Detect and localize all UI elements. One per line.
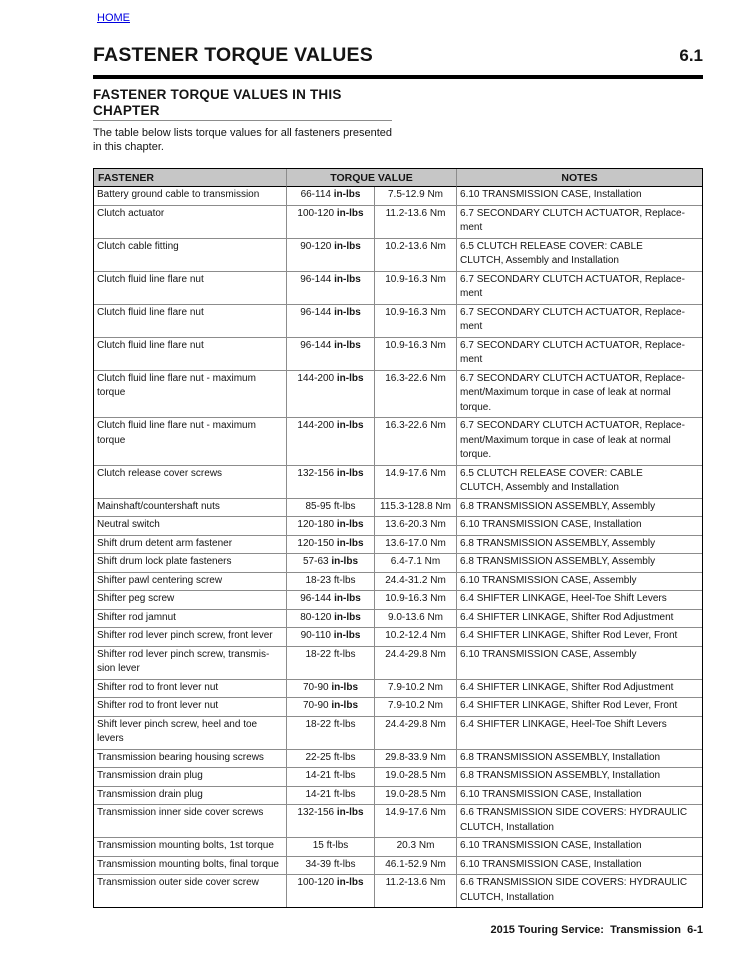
torque-unit: in-lbs — [336, 467, 364, 479]
table-row — [94, 857, 702, 876]
metric-value-cell: 10.2-12.4 Nm — [375, 628, 457, 647]
fastener-cell: Transmission mounting bolts, 1st torque — [94, 838, 287, 857]
table-row — [94, 768, 702, 787]
notes-cell: 6.6 TRANSMISSION SIDE COVERS: HYDRAULIC CLUTCH, Installation — [460, 877, 688, 903]
metric-value-cell: 115.3-128.8 Nm — [375, 499, 457, 518]
table-row — [94, 717, 702, 750]
torque-value-cell: 66-114 in-lbs — [287, 187, 375, 206]
intro-paragraph: The table below lists torque values for all fasteners presented in this chapter. — [93, 127, 392, 153]
page-title: FASTENER TORQUE VALUES — [93, 44, 373, 66]
notes-cell: 6.4 SHIFTER LINKAGE, Shifter Rod Adjustment — [457, 610, 702, 629]
torque-unit: in-lbs — [334, 611, 361, 623]
notes-cell: 6.10 TRANSMISSION CASE, Assembly — [457, 573, 702, 592]
table-row — [94, 591, 702, 610]
torque-unit: in-lbs — [331, 700, 359, 711]
table-row — [94, 239, 702, 272]
fastener-cell: Transmission mounting bolts, final torque — [94, 857, 287, 876]
notes-cell: 6.4 SHIFTER LINKAGE, Heel-Toe Shift Levers — [457, 717, 702, 750]
metric-value-cell: 16.3-22.6 Nm — [375, 418, 457, 466]
torque-unit: ft-lbs — [326, 840, 349, 851]
torque-value-cell: 100-120 in-lbs — [287, 206, 375, 239]
table-row — [94, 750, 702, 769]
page-footer: 2015 Touring Service: Transmission 6-1 — [490, 924, 703, 936]
table-row — [94, 838, 702, 857]
fastener-cell: Clutch fluid line flare nut - maximum torque — [94, 418, 287, 466]
torque-value-cell: 22-25 ft-lbs — [287, 750, 375, 769]
torque-unit: ft-lbs — [333, 770, 356, 781]
fastener-cell: Mainshaft/countershaft nuts — [94, 499, 287, 518]
notes-cell: 6.4 SHIFTER LINKAGE, Shifter Rod Lever, Front — [457, 628, 702, 647]
notes-cell: 6.10 TRANSMISSION CASE, Installation — [457, 838, 702, 857]
fastener-cell: Clutch cable fitting — [94, 239, 287, 272]
metric-value-cell: 24.4-31.2 Nm — [375, 573, 457, 592]
torque-unit: ft-lbs — [333, 574, 356, 586]
fastener-cell: Shift drum lock plate fasteners — [94, 554, 287, 573]
torque-value-cell: 57-63 in-lbs — [287, 554, 375, 573]
fastener-cell: Shift lever pinch screw, heel and toe levers — [94, 717, 287, 750]
table-row — [94, 305, 702, 338]
torque-unit: in-lbs — [336, 372, 364, 384]
table-row — [94, 647, 702, 680]
table-row — [94, 875, 702, 907]
metric-value-cell: 11.2-13.6 Nm — [375, 206, 457, 239]
torque-unit: in-lbs — [333, 630, 361, 641]
metric-value-cell: 7.9-10.2 Nm — [375, 680, 457, 699]
torque-value-cell: 144-200 in-lbs — [287, 371, 375, 419]
metric-value-cell: 46.1-52.9 Nm — [375, 857, 457, 876]
fastener-cell: Shifter pawl centering screw — [94, 573, 287, 592]
metric-value-cell: 29.8-33.9 Nm — [375, 750, 457, 769]
torque-unit: in-lbs — [336, 207, 364, 219]
chapter-number: 6.1 — [679, 46, 703, 65]
fastener-cell: Transmission inner side cover screws — [94, 805, 287, 838]
table-row — [94, 554, 702, 573]
notes-cell: 6.4 SHIFTER LINKAGE, Heel-Toe Shift Levers — [457, 591, 702, 610]
notes-cell: 6.7 SECONDARY CLUTCH ACTUATOR, Replace- ment — [457, 305, 702, 338]
notes-cell: 6.5 CLUTCH RELEASE COVER: CABLE CLUTCH, Assembly and Installation — [457, 239, 702, 272]
notes-cell: 6.6 TRANSMISSION SIDE COVERS: HYDRAULIC CLUTCH, Installation — [457, 805, 702, 838]
section-heading: FASTENER TORQUE VALUES IN THIS CHAPTER — [93, 87, 342, 118]
notes-cell: 6.10 TRANSMISSION CASE, Installation — [457, 517, 702, 536]
column-header-notes: NOTES — [457, 169, 702, 187]
torque-value-cell: 132-156 in-lbs — [287, 466, 375, 499]
notes-cell: 6.5 CLUTCH RELEASE COVER: CABLE CLUTCH, Assembly and Installation — [457, 466, 702, 499]
table-row — [94, 610, 702, 629]
fastener-cell: Transmission drain plug — [94, 787, 287, 806]
metric-value-cell: 24.4-29.8 Nm — [375, 647, 457, 680]
table-row — [94, 573, 702, 592]
table-row — [94, 338, 702, 371]
torque-unit: ft-lbs — [333, 858, 356, 870]
fastener-cell: Transmission drain plug — [94, 768, 287, 787]
torque-values-table — [93, 168, 703, 908]
table-row — [94, 805, 702, 838]
title-divider — [93, 75, 703, 79]
fastener-cell: Neutral switch — [94, 517, 287, 536]
fastener-cell: Transmission bearing housing screws — [94, 750, 287, 769]
torque-unit: in-lbs — [334, 593, 361, 604]
torque-unit: in-lbs — [334, 240, 361, 252]
torque-value-cell: 80-120 in-lbs — [287, 610, 375, 629]
table-row — [94, 371, 702, 419]
torque-unit: in-lbs — [336, 420, 364, 431]
home-link[interactable]: HOME — [97, 12, 130, 24]
torque-value-cell: 34-39 ft-lbs — [287, 857, 375, 876]
fastener-cell: Shifter rod lever pinch screw, front lever — [94, 628, 287, 647]
metric-value-cell: 16.3-22.6 Nm — [375, 371, 457, 419]
metric-value-cell: 14.9-17.6 Nm — [375, 466, 457, 499]
notes-cell: 6.8 TRANSMISSION ASSEMBLY, Installation — [457, 750, 702, 769]
metric-value-cell: 11.2-13.6 Nm — [375, 875, 457, 907]
metric-value-cell: 13.6-20.3 Nm — [375, 517, 457, 536]
notes-cell: 6.7 SECONDARY CLUTCH ACTUATOR, Replace- ment — [457, 206, 702, 239]
metric-value-cell: 7.9-10.2 Nm — [375, 698, 457, 717]
metric-value-cell: 10.9-16.3 Nm — [375, 591, 457, 610]
torque-unit: in-lbs — [336, 877, 364, 888]
torque-unit: ft-lbs — [333, 788, 356, 800]
table-row — [94, 680, 702, 699]
notes-cell: 6.8 TRANSMISSION ASSEMBLY, Assembly — [457, 499, 702, 518]
table-row — [94, 272, 702, 305]
torque-value-cell: 96-144 in-lbs — [287, 272, 375, 305]
metric-value-cell: 10.9-16.3 Nm — [375, 305, 457, 338]
fastener-cell: Battery ground cable to transmission — [94, 187, 287, 206]
fastener-cell: Clutch fluid line flare nut - maximum torque — [94, 371, 287, 419]
torque-value-cell: 96-144 in-lbs — [287, 305, 375, 338]
torque-value-cell: 90-120 in-lbs — [287, 239, 375, 272]
metric-value-cell: 10.9-16.3 Nm — [375, 338, 457, 371]
torque-value-cell: 70-90 in-lbs — [287, 698, 375, 717]
table-row — [94, 187, 702, 206]
fastener-cell: Shifter rod lever pinch screw, transmis- sion lever — [94, 647, 287, 680]
torque-unit: in-lbs — [336, 807, 364, 818]
table-row — [94, 536, 702, 555]
table-row — [94, 466, 702, 499]
torque-value-cell: 90-110 in-lbs — [287, 628, 375, 647]
torque-value-cell: 70-90 in-lbs — [287, 680, 375, 699]
notes-cell: 6.10 TRANSMISSION CASE, Installation — [457, 187, 702, 206]
torque-unit: in-lbs — [334, 306, 361, 318]
table-row — [94, 628, 702, 647]
torque-unit: ft-lbs — [333, 648, 356, 660]
torque-value-cell: 120-150 in-lbs — [287, 536, 375, 555]
torque-unit: in-lbs — [334, 339, 361, 351]
table-row — [94, 787, 702, 806]
fastener-cell: Shifter rod to front lever nut — [94, 698, 287, 717]
fastener-cell: Shift drum detent arm fastener — [94, 536, 287, 555]
table-row — [94, 698, 702, 717]
metric-value-cell: 10.9-16.3 Nm — [375, 272, 457, 305]
notes-cell: 6.8 TRANSMISSION ASSEMBLY, Assembly — [457, 554, 702, 573]
torque-value-cell: 15 ft-lbs — [287, 838, 375, 857]
torque-value-cell: 85-95 ft-lbs — [287, 499, 375, 518]
notes-cell: 6.10 TRANSMISSION CASE, Installation — [457, 857, 702, 876]
fastener-cell: Transmission outer side cover screw — [94, 875, 287, 907]
table-row — [94, 517, 702, 536]
torque-unit: ft-lbs — [333, 500, 356, 512]
column-header-fastener: FASTENER — [94, 169, 287, 187]
fastener-cell: Clutch fluid line flare nut — [94, 338, 287, 371]
torque-value-cell: 120-180 in-lbs — [287, 517, 375, 536]
torque-unit: in-lbs — [336, 537, 364, 549]
metric-value-cell: 6.4-7.1 Nm — [375, 554, 457, 573]
torque-value-cell: 18-22 ft-lbs — [287, 717, 375, 750]
torque-value-cell: 100-120 in-lbs — [287, 875, 375, 907]
fastener-cell: Clutch fluid line flare nut — [94, 272, 287, 305]
torque-unit: in-lbs — [331, 556, 359, 567]
metric-value-cell: 10.2-13.6 Nm — [375, 239, 457, 272]
torque-unit: in-lbs — [331, 681, 359, 693]
torque-value-cell: 14-21 ft-lbs — [287, 768, 375, 787]
metric-value-cell: 19.0-28.5 Nm — [375, 787, 457, 806]
torque-value-cell: 14-21 ft-lbs — [287, 787, 375, 806]
column-header-torque-value: TORQUE VALUE — [287, 169, 457, 187]
notes-cell: 6.7 SECONDARY CLUTCH ACTUATOR, Replace- ment — [457, 272, 702, 305]
fastener-cell: Clutch actuator — [94, 206, 287, 239]
section-divider — [93, 120, 392, 121]
notes-cell: 6.7 SECONDARY CLUTCH ACTUATOR, Replace- ment — [457, 338, 702, 371]
fastener-cell: Shifter rod jamnut — [94, 610, 287, 629]
metric-value-cell: 14.9-17.6 Nm — [375, 805, 457, 838]
metric-value-cell: 24.4-29.8 Nm — [375, 717, 457, 750]
torque-unit: ft-lbs — [333, 751, 356, 763]
metric-value-cell: 20.3 Nm — [375, 838, 457, 857]
fastener-cell: Shifter rod to front lever nut — [94, 680, 287, 699]
notes-cell: 6.10 TRANSMISSION CASE, Assembly — [457, 647, 702, 680]
torque-value-cell: 132-156 in-lbs — [287, 805, 375, 838]
torque-unit: in-lbs — [333, 189, 361, 200]
metric-value-cell: 9.0-13.6 Nm — [375, 610, 457, 629]
notes-cell: 6.8 TRANSMISSION ASSEMBLY, Installation — [457, 768, 702, 787]
notes-cell: 6.7 SECONDARY CLUTCH ACTUATOR, Replace- ment/Maximum torque in case of leak at normal torque. — [457, 371, 702, 419]
table-row — [94, 499, 702, 518]
fastener-cell: Clutch fluid line flare nut — [94, 305, 287, 338]
table-header-row — [94, 169, 702, 187]
fastener-cell: Shifter peg screw — [94, 591, 287, 610]
torque-value-cell: 96-144 in-lbs — [287, 591, 375, 610]
torque-value-cell: 96-144 in-lbs — [287, 338, 375, 371]
torque-table-body — [94, 187, 702, 907]
notes-cell: 6.8 TRANSMISSION ASSEMBLY, Assembly — [457, 536, 702, 555]
notes-cell: 6.10 TRANSMISSION CASE, Installation — [457, 787, 702, 806]
table-row — [94, 206, 702, 239]
torque-unit: in-lbs — [334, 273, 361, 285]
metric-value-cell: 7.5-12.9 Nm — [375, 187, 457, 206]
title-bar — [93, 44, 703, 67]
torque-unit: in-lbs — [336, 519, 364, 530]
notes-cell: 6.4 SHIFTER LINKAGE, Shifter Rod Lever, Front — [457, 698, 702, 717]
table-row — [94, 418, 702, 466]
metric-value-cell: 13.6-17.0 Nm — [375, 536, 457, 555]
torque-value-cell: 18-23 ft-lbs — [287, 573, 375, 592]
torque-value-cell: 18-22 ft-lbs — [287, 647, 375, 680]
torque-value-cell: 144-200 in-lbs — [287, 418, 375, 466]
fastener-cell: Clutch release cover screws — [94, 466, 287, 499]
notes-cell: 6.7 SECONDARY CLUTCH ACTUATOR, Replace- ment/Maximum torque in case of leak at normal torque. — [457, 418, 702, 466]
metric-value-cell: 19.0-28.5 Nm — [375, 768, 457, 787]
notes-cell: 6.4 SHIFTER LINKAGE, Shifter Rod Adjustment — [457, 680, 702, 699]
torque-unit: ft-lbs — [333, 718, 356, 730]
